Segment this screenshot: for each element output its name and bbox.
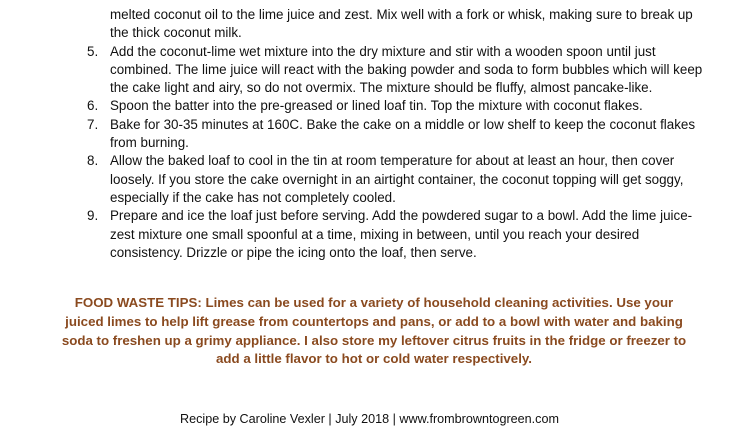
step-number: 8. <box>87 153 99 169</box>
food-waste-tips: FOOD WASTE TIPS: Limes can be used for a variety of household cleaning activities. Use your juiced limes to help lift grease from countertops and pans, or add to a bowl with water and baking soda to freshen up a grimy appliance. I also store my leftover citrus fruits in the fridge or freezer to add a little flavor to hot or cold water respectively. <box>61 295 687 367</box>
step-number: 7. <box>87 116 99 132</box>
list-item <box>87 6 707 43</box>
step-text: Allow the baked loaf to cool in the tin at room temperature for about at least an hour, then cover loosely. If you store the cake overnight in an airtight container, the coconut topping will get soggy, especially if the cake has not completely cooled. <box>110 153 684 205</box>
recipe-footer: Recipe by Caroline Vexler | July 2018 | www.frombrowntogreen.com <box>180 412 559 426</box>
step-number: 5. <box>87 43 99 59</box>
list-item <box>87 207 707 262</box>
instruction-list <box>87 6 707 262</box>
list-item <box>87 152 707 207</box>
step-number: 6. <box>87 98 99 114</box>
list-item <box>87 97 707 115</box>
step-text: Add the coconut-lime wet mixture into the dry mixture and stir with a wooden spoon until just combined. The lime juice will react with the baking powder and soda to form bubbles which will keep the cake light and airy, so do not overmix. The mixture should be fluffy, almost pancake-like. <box>110 43 703 96</box>
step-text: Spoon the batter into the pre-greased or lined loaf tin. Top the mixture with coconut flakes. <box>110 98 643 114</box>
step-number: 9. <box>87 208 99 224</box>
step-text: Prepare and ice the loaf just before serving. Add the powdered sugar to a bowl. Add the lime juice-zest mixture one small spoonful at a time, mixing in between, until you reach your desired consistency. Drizzle or pipe the icing onto the loaf, then serve. <box>110 208 693 260</box>
list-item <box>87 116 707 153</box>
step-text: melted coconut oil to the lime juice and zest. Mix well with a fork or whisk, making sure to break up the thick coconut milk. <box>110 7 693 41</box>
step-text: Bake for 30-35 minutes at 160C. Bake the cake on a middle or low shelf to keep the coconut flakes from burning. <box>110 116 696 151</box>
list-item <box>87 43 707 98</box>
